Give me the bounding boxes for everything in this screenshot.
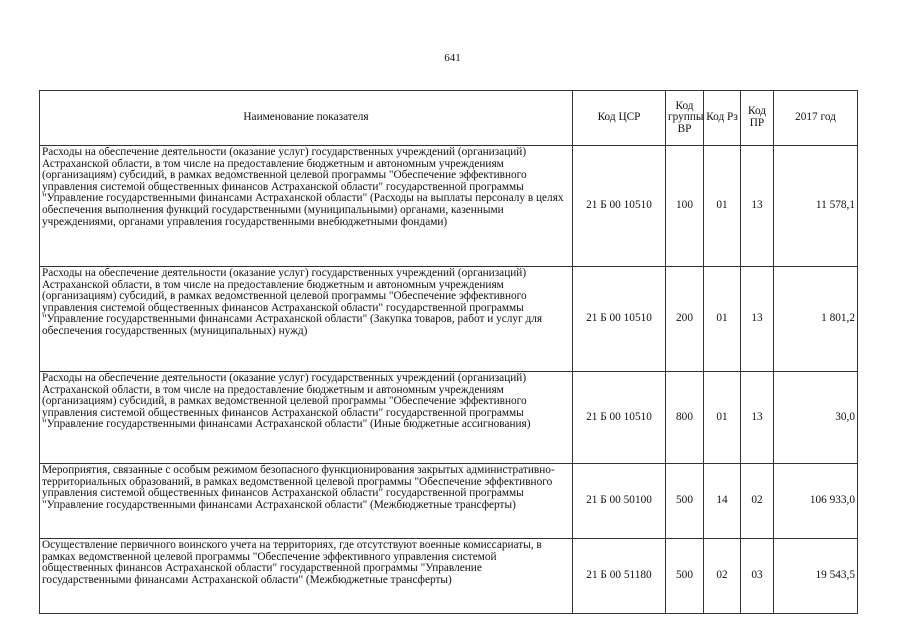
table-row bbox=[40, 372, 858, 464]
table-row bbox=[40, 267, 858, 372]
row-csr: 21 Б 00 10510 bbox=[573, 267, 666, 372]
row-vr: 200 bbox=[666, 267, 704, 372]
row-pr: 13 bbox=[741, 146, 774, 267]
row-rz: 02 bbox=[704, 539, 741, 614]
row-csr: 21 Б 00 50100 bbox=[573, 464, 666, 539]
table-row bbox=[40, 539, 858, 614]
row-vr: 100 bbox=[666, 146, 704, 267]
table-row bbox=[40, 464, 858, 539]
row-csr: 21 Б 00 10510 bbox=[573, 146, 666, 267]
row-name: Расходы на обеспечение деятельности (оказание услуг) государственных учреждений (организаций) Астраханской области, в том числе на предоставление бюджетным и автономным учреждениям (организациям) субсидий, в рамках ведомственной целевой программы "Обеспечение эффективного управления системой общественных финансов Астраханской области" государственной программы "Управление государственными финансами Астраханской области" (Иные бюджетные ассигнования) bbox=[40, 372, 573, 464]
row-rz: 14 bbox=[704, 464, 741, 539]
row-rz: 01 bbox=[704, 146, 741, 267]
row-csr: 21 Б 00 51180 bbox=[573, 539, 666, 614]
table-header-row bbox=[40, 91, 858, 146]
row-rz: 01 bbox=[704, 372, 741, 464]
budget-table bbox=[39, 90, 858, 614]
row-name: Расходы на обеспечение деятельности (оказание услуг) государственных учреждений (организаций) Астраханской области, в том числе на предоставление бюджетным и автономным учреждениям (организациям) субсидий, в рамках ведомственной целевой программы "Обеспечение эффективного управления системой общественных финансов Астраханской области" государственной программы "Управление государственными финансами Астраханской области" (Закупка товаров, работ и услуг для обеспечения государственных (муниципальных) нужд) bbox=[40, 267, 573, 372]
row-vr: 800 bbox=[666, 372, 704, 464]
header-pr: Код ПР bbox=[741, 91, 774, 146]
row-value: 30,0 bbox=[774, 372, 858, 464]
row-pr: 13 bbox=[741, 372, 774, 464]
row-rz: 01 bbox=[704, 267, 741, 372]
row-pr: 02 bbox=[741, 464, 774, 539]
row-value: 11 578,1 bbox=[774, 146, 858, 267]
row-name: Осуществление первичного воинского учета на территориях, где отсутствуют военные комиссариаты, в рамках ведомственной целевой программы "Обеспечение эффективного управления системой общественных финансов Астраханской области" государственной программы "Управление государственными финансами Астраханской области" (Межбюджетные трансферты) bbox=[40, 539, 573, 614]
header-csr: Код ЦСР bbox=[573, 91, 666, 146]
header-rz: Код Рз bbox=[704, 91, 741, 146]
row-pr: 13 bbox=[741, 267, 774, 372]
row-value: 106 933,0 bbox=[774, 464, 858, 539]
table-row bbox=[40, 146, 858, 267]
header-year: 2017 год bbox=[774, 91, 858, 146]
header-name: Наименование показателя bbox=[40, 91, 573, 146]
row-pr: 03 bbox=[741, 539, 774, 614]
row-csr: 21 Б 00 10510 bbox=[573, 372, 666, 464]
header-vr: Код группы ВР bbox=[666, 91, 704, 146]
row-vr: 500 bbox=[666, 539, 704, 614]
row-name: Расходы на обеспечение деятельности (оказание услуг) государственных учреждений (организаций) Астраханской области, в том числе на предоставление бюджетным и автономным учреждениям (организациям) субсидий, в рамках ведомственной целевой программы "Обеспечение эффективного управления системой общественных финансов Астраханской области" государственной программы "Управление государственными финансами Астраханской области" (Расходы на выплаты персоналу в целях обеспечения выполнения функций государственными (муниципальными) органами, казенными учреждениями, органами управления государственными внебюджетными фондами) bbox=[40, 146, 573, 267]
page-number: 641 bbox=[444, 52, 461, 64]
row-value: 1 801,2 bbox=[774, 267, 858, 372]
row-name: Мероприятия, связанные с особым режимом безопасного функционирования закрытых административно-территориальных образований, в рамках ведомственной целевой программы "Обеспечение эффективного управления системой общественных финансов Астраханской области" государственной программы "Управление государственными финансами Астраханской области" (Межбюджетные трансферты) bbox=[40, 464, 573, 539]
row-vr: 500 bbox=[666, 464, 704, 539]
row-value: 19 543,5 bbox=[774, 539, 858, 614]
